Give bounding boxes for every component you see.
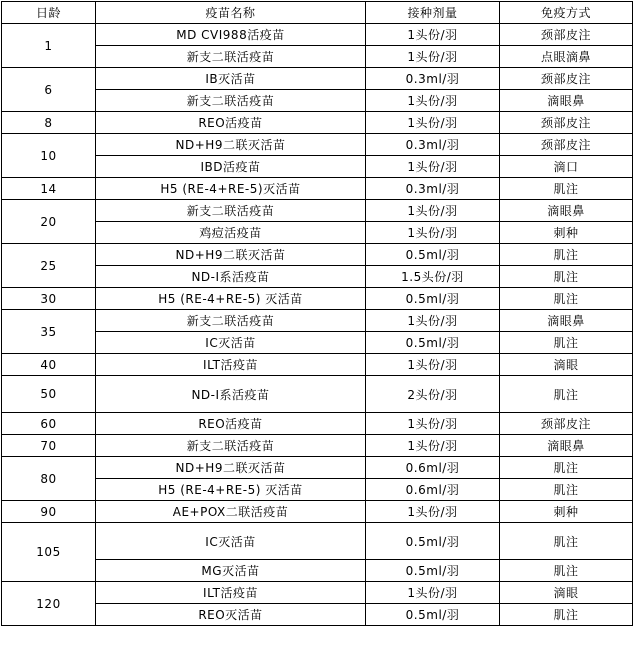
day-cell: 6 [2,68,96,112]
table-row [2,332,633,354]
day-cell: 14 [2,178,96,200]
dose-cell: 0.5ml/羽 [366,332,500,354]
dose-cell: 1头份/羽 [366,156,500,178]
dose-cell: 0.5ml/羽 [366,288,500,310]
method-cell: 肌注 [500,288,633,310]
table-row [2,68,633,90]
method-cell: 滴口 [500,156,633,178]
vaccine-name-cell: ILT活疫苗 [96,354,366,376]
vaccine-name-cell: ND+H9二联灭活苗 [96,134,366,156]
table-row [2,90,633,112]
method-cell: 肌注 [500,560,633,582]
vaccine-name-cell: MD CVI988活疫苗 [96,24,366,46]
table-row [2,222,633,244]
dose-cell: 0.6ml/羽 [366,457,500,479]
header-method: 免疫方式 [500,2,633,24]
dose-cell: 1头份/羽 [366,435,500,457]
day-cell: 1 [2,24,96,68]
vaccine-name-cell: ND-I系活疫苗 [96,266,366,288]
header-vaccine-name: 疫苗名称 [96,2,366,24]
dose-cell: 1头份/羽 [366,501,500,523]
vaccine-name-cell: ND+H9二联灭活苗 [96,457,366,479]
day-cell: 105 [2,523,96,582]
dose-cell: 0.3ml/羽 [366,134,500,156]
day-cell: 25 [2,244,96,288]
vaccine-name-cell: 新支二联活疫苗 [96,435,366,457]
method-cell: 肌注 [500,178,633,200]
vaccine-name-cell: REO灭活苗 [96,604,366,626]
dose-cell: 1.5头份/羽 [366,266,500,288]
vaccine-name-cell: 新支二联活疫苗 [96,200,366,222]
vaccine-name-cell: REO活疫苗 [96,112,366,134]
dose-cell: 0.5ml/羽 [366,560,500,582]
day-cell: 20 [2,200,96,244]
vaccine-name-cell: H5 (RE-4+RE-5) 灭活苗 [96,479,366,501]
method-cell: 肌注 [500,604,633,626]
header-row [2,2,633,24]
method-cell: 滴眼 [500,582,633,604]
dose-cell: 1头份/羽 [366,413,500,435]
vaccine-name-cell: AE+POX二联活疫苗 [96,501,366,523]
dose-cell: 0.5ml/羽 [366,604,500,626]
vaccine-name-cell: 鸡痘活疫苗 [96,222,366,244]
dose-cell: 1头份/羽 [366,112,500,134]
vaccine-name-cell: IC灭活苗 [96,523,366,560]
vaccine-name-cell: H5 (RE-4+RE-5)灭活苗 [96,178,366,200]
method-cell: 滴眼 [500,354,633,376]
method-cell: 肌注 [500,244,633,266]
table-row [2,604,633,626]
day-cell: 70 [2,435,96,457]
dose-cell: 1头份/羽 [366,90,500,112]
dose-cell: 1头份/羽 [366,200,500,222]
table-row [2,413,633,435]
vaccine-name-cell: 新支二联活疫苗 [96,90,366,112]
table-row [2,266,633,288]
dose-cell: 1头份/羽 [366,24,500,46]
table-row [2,479,633,501]
dose-cell: 0.3ml/羽 [366,178,500,200]
day-cell: 40 [2,354,96,376]
day-cell: 60 [2,413,96,435]
table-row [2,24,633,46]
table-row [2,582,633,604]
table-row [2,178,633,200]
method-cell: 滴眼鼻 [500,90,633,112]
day-cell: 50 [2,376,96,413]
day-cell: 10 [2,134,96,178]
method-cell: 肌注 [500,266,633,288]
dose-cell: 1头份/羽 [366,310,500,332]
table-row [2,134,633,156]
method-cell: 颈部皮注 [500,413,633,435]
vaccine-name-cell: MG灭活苗 [96,560,366,582]
method-cell: 肌注 [500,332,633,354]
dose-cell: 0.5ml/羽 [366,523,500,560]
header-day: 日龄 [2,2,96,24]
table-row [2,244,633,266]
method-cell: 滴眼鼻 [500,435,633,457]
method-cell: 颈部皮注 [500,68,633,90]
method-cell: 滴眼鼻 [500,310,633,332]
method-cell: 颈部皮注 [500,24,633,46]
dose-cell: 1头份/羽 [366,222,500,244]
table-row [2,501,633,523]
vaccine-name-cell: REO活疫苗 [96,413,366,435]
method-cell: 点眼滴鼻 [500,46,633,68]
dose-cell: 0.5ml/羽 [366,244,500,266]
schedule-body [2,24,633,626]
table-row [2,560,633,582]
table-row [2,156,633,178]
dose-cell: 1头份/羽 [366,582,500,604]
table-row [2,523,633,560]
vaccine-name-cell: ILT活疫苗 [96,582,366,604]
dose-cell: 1头份/羽 [366,46,500,68]
dose-cell: 1头份/羽 [366,354,500,376]
table-row [2,354,633,376]
table-row [2,288,633,310]
method-cell: 肌注 [500,457,633,479]
dose-cell: 2头份/羽 [366,376,500,413]
table-row [2,46,633,68]
table-row [2,112,633,134]
table-row [2,310,633,332]
vaccine-name-cell: IB灭活苗 [96,68,366,90]
method-cell: 滴眼鼻 [500,200,633,222]
vaccine-name-cell: 新支二联活疫苗 [96,310,366,332]
dose-cell: 0.3ml/羽 [366,68,500,90]
day-cell: 30 [2,288,96,310]
day-cell: 35 [2,310,96,354]
day-cell: 80 [2,457,96,501]
table-row [2,200,633,222]
table-row [2,435,633,457]
method-cell: 肌注 [500,376,633,413]
table-row [2,376,633,413]
method-cell: 肌注 [500,523,633,560]
vaccine-schedule-table [1,1,633,626]
method-cell: 颈部皮注 [500,134,633,156]
table-row [2,457,633,479]
day-cell: 120 [2,582,96,626]
dose-cell: 0.6ml/羽 [366,479,500,501]
vaccine-name-cell: IC灭活苗 [96,332,366,354]
method-cell: 刺种 [500,222,633,244]
day-cell: 8 [2,112,96,134]
method-cell: 肌注 [500,479,633,501]
vaccine-name-cell: H5 (RE-4+RE-5) 灭活苗 [96,288,366,310]
vaccine-name-cell: ND-I系活疫苗 [96,376,366,413]
vaccine-name-cell: ND+H9二联灭活苗 [96,244,366,266]
method-cell: 刺种 [500,501,633,523]
day-cell: 90 [2,501,96,523]
method-cell: 颈部皮注 [500,112,633,134]
vaccine-name-cell: IBD活疫苗 [96,156,366,178]
header-dose: 接种剂量 [366,2,500,24]
vaccine-name-cell: 新支二联活疫苗 [96,46,366,68]
